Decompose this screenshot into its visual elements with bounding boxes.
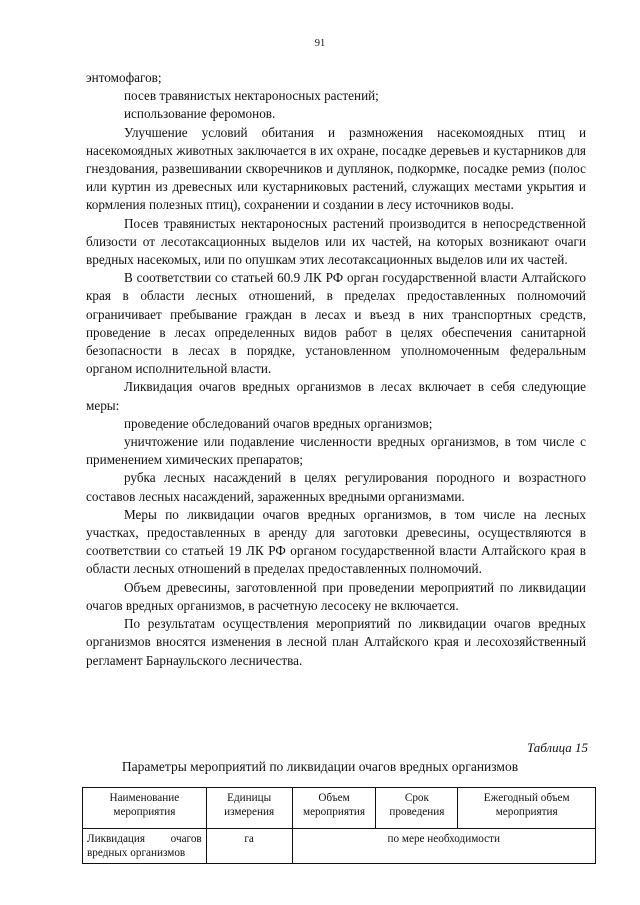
paragraph: Объем древесины, заготовленной при проведении мероприятий по ликвидации очагов вредных организмов, в расчетную лесосеку не включается. [86, 579, 586, 613]
paragraph: Улучшение условий обитания и размножения насекомоядных птиц и насекомоядных животных заключается в их охране, посадке деревьев и кустарников для гнездования, развешивании скворечников и дуплянок, подкормке, посадке ремиз (полос или куртин из древесных или кустарниковых растений, служащих местами укрытия и кормления полезных птиц), сохранении и создании в лесу источников воды. [86, 124, 586, 213]
table-row [83, 829, 596, 864]
header-volume: Объем мероприятия [292, 788, 376, 829]
paragraph: уничтожение или подавление численности вредных организмов, в том числе с применением химических препаратов; [86, 434, 586, 468]
paragraph: Посев травянистых нектароносных растений производится в непосредственной близости от лесотаксационных выделов или их частей, на которых возникают очаги вредных насекомых, или по опушкам этих лесотаксационных выделов или их частей. [86, 215, 586, 268]
parameters-table [82, 787, 596, 864]
paragraph: посев травянистых нектароносных растений; [124, 88, 379, 104]
header-annual-volume: Ежегодный объем мероприятия [458, 788, 596, 829]
paragraph: рубка лесных насаждений в целях регулирования породного и возрастного составов лесных насаждений, зараженных вредными организмами. [86, 470, 586, 504]
paragraph: проведение обследований очагов вредных организмов; [124, 415, 433, 431]
cell-as-needed: по мере необходимости [292, 829, 595, 864]
paragraph: энтомофагов; [86, 70, 162, 85]
cell-activity-name [83, 829, 207, 864]
table-title: Параметры мероприятий по ликвидации очагов вредных организмов [121, 759, 519, 774]
header-name: Наименование мероприятия [83, 788, 207, 829]
cell-activity-name-line2: вредных организмов [87, 847, 186, 859]
header-term: Срок проведения [376, 788, 458, 829]
cell-unit: га [206, 829, 292, 864]
table-caption: Таблица 15 [526, 740, 588, 755]
paragraph: В соответствии со статьей 60.9 ЛК РФ орган государственной власти Алтайского края в области лесных отношений, в пределах предоставленных полномочий ограничивает пребывание граждан в лесах и въезд в них транспортных средств, проведение в лесах определенных видов работ в целях обеспечения санитарной безопасности в лесах в порядке, установленном уполномоченным федеральным органом исполнительной власти. [86, 270, 586, 377]
cell-activity-name-line1: Ликвидация очагов [87, 833, 202, 845]
paragraph: использование феромонов. [124, 106, 276, 122]
paragraph: Ликвидация очагов вредных организмов в лесах включает в себя следующие меры: [86, 379, 586, 413]
body-text [86, 69, 586, 670]
header-units: Единицы измерения [206, 788, 292, 829]
page-number: 91 [314, 38, 326, 49]
table-header-row [83, 788, 596, 829]
paragraph: По результатам осуществления мероприятий по ликвидации очагов вредных организмов вносятся изменения в лесной план Алтайского края и лесохозяйственный регламент Барнаульского лесничества. [86, 616, 586, 668]
paragraph: Меры по ликвидации очагов вредных организмов, в том числе на лесных участках, предоставленных в аренду для заготовки древесины, осуществляются в соответствии со статьей 19 ЛК РФ органом государственной власти Алтайского края в области лесных отношений в пределах предоставленных полномочий. [86, 506, 586, 577]
